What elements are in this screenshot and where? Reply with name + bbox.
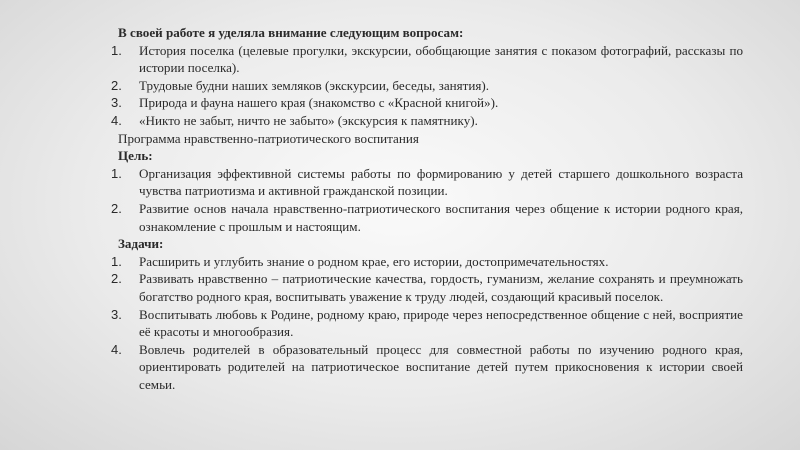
goal-list [111, 165, 743, 235]
list-item-text: Расширить и углубить знание о родном крае, его истории, достопримечательностях. [139, 253, 609, 269]
list-item-text: Природа и фауна нашего края (знакомство с «Красной книгой»). [139, 95, 499, 111]
list-number: 1. [111, 253, 122, 269]
list-number: 3. [111, 306, 122, 322]
list-number: 4. [111, 341, 122, 357]
section1-heading: В своей работе я уделяла внимание следующим вопросам: [118, 25, 464, 40]
list-item-text: Организация эффективной системы работы по формированию у детей старшего дошкольного возраста чувства патриотизма и активной гражданской позиции. [139, 165, 743, 199]
list-number: 2. [111, 77, 122, 93]
list-item [111, 112, 743, 130]
list-number: 3. [111, 95, 122, 111]
list-item-text: Развитие основ начала нравственно-патриотического воспитания через общение к истории родного края, ознакомление с прошлым и настоящим. [139, 200, 743, 234]
list-item [111, 253, 743, 271]
list-item-text: История поселка (целевые прогулки, экскурсии, обобщающие занятия с показом фотографий, рассказы по истории поселка). [139, 42, 743, 76]
list-item [111, 341, 743, 394]
list-item [111, 94, 743, 112]
list-item [111, 270, 743, 305]
list-item [111, 42, 743, 77]
list-number: 2. [111, 271, 122, 287]
slide-content [111, 24, 743, 393]
list-number: 2. [111, 200, 122, 216]
section1-list [111, 42, 743, 130]
list-item-text: Трудовые будни наших земляков (экскурсии, беседы, занятия). [139, 77, 490, 93]
program-title: Программа нравственно-патриотического воспитания [118, 130, 419, 146]
tasks-list [111, 253, 743, 394]
list-number: 1. [111, 165, 122, 181]
list-number: 4. [111, 112, 122, 128]
list-item [111, 165, 743, 200]
list-item-text: Вовлечь родителей в образовательный процесс для совместной работы по изучению родного края, ориентировать родителей на патриотическое воспитание детей путем прикосновения к истории своей семьи. [139, 341, 743, 392]
tasks-heading: Задачи: [118, 236, 164, 252]
list-item [111, 77, 743, 95]
goal-heading: Цель: [118, 148, 153, 164]
list-number: 1. [111, 42, 122, 58]
list-item [111, 200, 743, 235]
list-item-text: Развивать нравственно – патриотические качества, гордость, гуманизм, желание сохранять и преумножать богатство родного края, воспитывать уважение к труду людей, создающий красивый поселок. [139, 271, 743, 304]
list-item-text: «Никто не забыт, ничто не забыто» (экскурсия к памятнику). [139, 112, 478, 128]
list-item [111, 306, 743, 341]
list-item-text: Воспитывать любовь к Родине, родному краю, природе через непосредственное общение с ней, восприятие её красоты и многообразия. [139, 306, 743, 340]
